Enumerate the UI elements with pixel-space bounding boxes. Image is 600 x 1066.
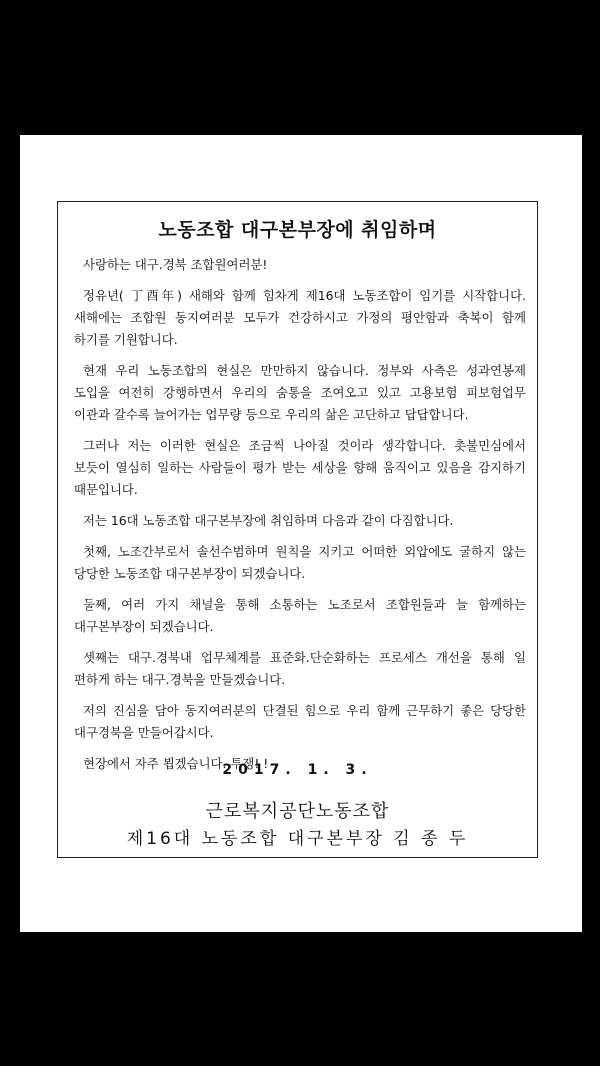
letter-frame (57, 201, 538, 858)
paragraph-new-year: 정유년( 丁酉年) 새해와 함께 힘차게 제16대 노동조합이 임기를 시작합니다. 새해에는 조합원 동지여러분 모두가 건강하시고 가정의 평안함과 축복이 함께 하기를 기원합니다. (74, 288, 526, 347)
paragraph-pledge-second: 둘째, 여러 가지 채널을 통해 소통하는 노조로서 조합원들과 늘 함께하는 대구본부장이 되겠습니다. (74, 597, 526, 634)
paragraph-closing: 저의 진심을 담아 동지여러분의 단결된 힘으로 우리 함께 근무하기 좋은 당당한 대구경북을 만들어갑시다. (74, 703, 526, 740)
signer-name: 제16대 노동조합 대구본부장 김 종 두 (126, 829, 469, 849)
organization-name: 근로복지공단노동조합 (205, 801, 390, 822)
letter-body (74, 254, 526, 784)
paragraph-pledge-third: 셋째는 대구.경북내 업무체계를 표준화.단순화하는 프로세스 개선을 통해 일 편하게 하는 대구.경북을 만들겠습니다. (74, 650, 526, 687)
document-page (20, 135, 582, 932)
paragraph-pledge-intro: 저는 16대 노동조합 대구본부장에 취임하며 다음과 같이 다짐합니다. (83, 513, 454, 528)
paragraph-farewell: 현장에서 자주 뵙겠습니다. 투쟁! ! (83, 756, 269, 771)
paragraph-greeting: 사랑하는 대구.경북 조합원여러분! (83, 257, 268, 272)
letter-title: 노동조합 대구본부장에 취임하며 (158, 219, 437, 241)
paragraph-hope: 그러나 저는 이러한 현실은 조금씩 나아질 것이라 생각합니다. 촛불민심에서 보듯이 열심히 일하는 사람들이 평가 받는 세상을 향해 움직이고 있음을 감지하기 때문입니다. (74, 438, 526, 497)
letter-date: 2017. 1. 3. (222, 762, 373, 778)
paragraph-pledge-first: 첫째, 노조간부로서 솔선수범하며 원칙을 지키고 어떠한 외압에도 굴하지 않는 당당한 노동조합 대구본부장이 되겠습니다. (74, 544, 526, 581)
paragraph-current-situation: 현재 우리 노동조합의 현실은 만만하지 않습니다. 정부와 사측은 성과연봉제 도입을 여전히 강행하면서 우리의 숨통을 조여오고 있고 고용보험 피보험업무 이관과 갈수록 늘어가는 업무량 등으로 우리의 삶은 고단하고 답답합니다. (74, 363, 526, 422)
